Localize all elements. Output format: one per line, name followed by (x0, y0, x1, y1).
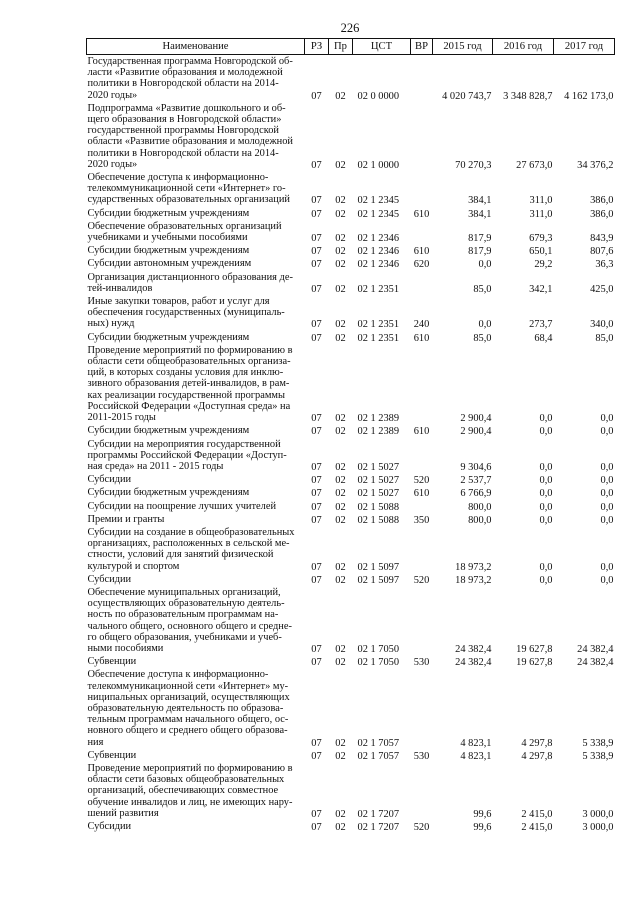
row-cst: 02 1 7050 (357, 657, 400, 669)
row-cst: 02 1 2346 (357, 246, 400, 258)
row-2016: 29,2 (534, 259, 553, 271)
table-row (87, 271, 615, 295)
row-name: Субсидии на создание в общеобразовательных организациях, расположенных в сельской ме- стности, условий для занятий физической культурой и спортом (87, 526, 295, 572)
row-pr: 02 (335, 475, 346, 487)
row-2016: 0,0 (539, 501, 553, 513)
table-row (87, 500, 615, 513)
row-pr: 02 (335, 657, 346, 669)
row-2016: 273,7 (529, 319, 553, 331)
row-2016: 311,0 (529, 208, 553, 220)
table-row (87, 573, 615, 586)
row-cst: 02 1 7207 (357, 808, 400, 820)
row-2015: 4 020 743,7 (442, 90, 492, 102)
row-cst: 02 1 2345 (357, 195, 400, 207)
row-rz: 07 (311, 283, 322, 295)
table-row (87, 331, 615, 344)
row-cst: 02 1 5097 (357, 574, 400, 586)
row-vr: 610 (413, 488, 430, 500)
row-rz: 07 (311, 737, 322, 749)
row-2016: 679,3 (529, 233, 553, 245)
row-pr: 02 (335, 561, 346, 573)
row-2015: 0,0 (478, 319, 492, 331)
row-cst: 02 1 5027 (357, 475, 400, 487)
row-2017: 0,0 (600, 514, 614, 526)
table-row (87, 220, 615, 244)
table-row (87, 424, 615, 437)
row-pr: 02 (335, 233, 346, 245)
row-2017: 0,0 (600, 561, 614, 573)
table-row (87, 486, 615, 499)
budget-table (86, 38, 615, 833)
row-2017: 807,6 (590, 246, 614, 258)
row-name: Обеспечение доступа к информационно- телекоммуникационной сети «Интернет» го- сударственных образовательных организаций (87, 172, 290, 206)
table-row (87, 586, 615, 655)
row-pr: 02 (335, 737, 346, 749)
row-rz: 07 (311, 750, 322, 762)
row-2015: 85,0 (473, 332, 492, 344)
row-vr (411, 668, 433, 748)
row-rz: 07 (311, 159, 322, 171)
row-pr: 02 (335, 283, 346, 295)
row-pr: 02 (335, 159, 346, 171)
row-cst: 02 1 0000 (357, 159, 400, 171)
row-2016: 0,0 (539, 488, 553, 500)
row-rz: 07 (311, 319, 322, 331)
row-name: Иные закупки товаров, работ и услуг для обеспечения государственных (муниципаль- ных) нужд (87, 296, 285, 330)
row-pr: 02 (335, 643, 346, 655)
row-2015: 800,0 (468, 514, 492, 526)
header-2015: 2015 год (433, 39, 493, 55)
row-pr: 02 (335, 319, 346, 331)
row-2016: 0,0 (539, 461, 553, 473)
header-name: Наименование (87, 39, 305, 55)
row-2017: 0,0 (600, 488, 614, 500)
row-cst: 02 1 2345 (357, 208, 400, 220)
row-2016: 0,0 (539, 574, 553, 586)
row-2016: 0,0 (539, 561, 553, 573)
row-cst: 02 1 5097 (357, 561, 400, 573)
row-2015: 4 823,1 (460, 750, 492, 762)
row-vr (411, 271, 433, 295)
row-2016: 4 297,8 (521, 750, 553, 762)
row-2016: 27 673,0 (516, 159, 553, 171)
row-pr: 02 (335, 259, 346, 271)
row-cst: 02 1 7057 (357, 750, 400, 762)
row-2017: 0,0 (600, 413, 614, 425)
row-2017: 5 338,9 (582, 750, 614, 762)
row-2015: 24 382,4 (455, 643, 492, 655)
header-cst: ЦСТ (353, 39, 411, 55)
row-rz: 07 (311, 233, 322, 245)
row-cst: 02 1 2351 (357, 332, 400, 344)
row-vr: 530 (413, 750, 430, 762)
row-pr: 02 (335, 501, 346, 513)
row-rz: 07 (311, 475, 322, 487)
row-pr: 02 (335, 750, 346, 762)
row-name: Проведение мероприятий по формированию в области сети общеобразовательных организа- ций, в которых созданы условия для инклю- зивного образования детей-инвалидов, в рам- ках реализации государственной программы Российской Федерации «Доступная среда» на 2011-2015 годы (87, 344, 293, 424)
table-row (87, 102, 615, 171)
row-name: Субсидии (87, 821, 132, 832)
table-row (87, 762, 615, 820)
row-pr: 02 (335, 461, 346, 473)
row-cst: 02 1 5027 (357, 488, 400, 500)
row-2016: 311,0 (529, 195, 553, 207)
row-2016: 0,0 (539, 413, 553, 425)
row-pr: 02 (335, 426, 346, 438)
row-2017: 85,0 (595, 332, 614, 344)
row-2015: 4 823,1 (460, 737, 492, 749)
table-header (87, 39, 615, 55)
row-2017: 4 162 173,0 (564, 90, 614, 102)
row-2015: 9 304,6 (460, 461, 492, 473)
row-2017: 34 376,2 (577, 159, 614, 171)
row-pr: 02 (335, 822, 346, 833)
row-2017: 3 000,0 (582, 808, 614, 820)
row-2017: 0,0 (600, 461, 614, 473)
row-cst: 02 1 5088 (357, 514, 400, 526)
row-name: Подпрограмма «Развитие дошкольного и об- щего образования в Новгородской области» государственной программы Новгородской области «Развитие образования и молодежной политики в Новгородской области на 2014- 2020 годы» (87, 102, 293, 170)
row-vr: 610 (413, 426, 430, 438)
row-rz: 07 (311, 514, 322, 526)
table-row (87, 655, 615, 668)
row-cst: 02 0 0000 (357, 90, 400, 102)
row-2017: 0,0 (600, 475, 614, 487)
row-vr: 610 (413, 332, 430, 344)
row-pr: 02 (335, 195, 346, 207)
header-row (87, 39, 615, 55)
row-vr (411, 500, 433, 513)
row-pr: 02 (335, 246, 346, 258)
table-row (87, 513, 615, 526)
row-2017: 24 382,4 (577, 643, 614, 655)
row-2015: 85,0 (473, 283, 492, 295)
row-rz: 07 (311, 501, 322, 513)
row-2017: 386,0 (590, 208, 614, 220)
table-row (87, 820, 615, 833)
row-pr: 02 (335, 514, 346, 526)
row-cst: 02 1 7050 (357, 643, 400, 655)
row-2016: 68,4 (534, 332, 553, 344)
row-cst: 02 1 7207 (357, 822, 400, 833)
row-2015: 817,9 (468, 246, 492, 258)
table-row (87, 171, 615, 207)
row-vr (411, 220, 433, 244)
row-2015: 384,1 (468, 195, 492, 207)
row-name: Субсидии на мероприятия государственной программы Российской Федерации «Доступ- ная среда» на 2011 - 2015 годы (87, 438, 287, 472)
row-vr: 350 (413, 514, 430, 526)
row-cst: 02 1 2389 (357, 413, 400, 425)
row-2017: 0,0 (600, 501, 614, 513)
row-name: Проведение мероприятий по формированию в области сети базовых общеобразовательных организаций, обеспечивающих совместное обучение инвалидов и лиц, не имеющих нару- шений развития (87, 762, 293, 819)
row-2017: 5 338,9 (582, 737, 614, 749)
row-vr (411, 344, 433, 424)
row-2015: 2 900,4 (460, 413, 492, 425)
row-2017: 0,0 (600, 426, 614, 438)
row-pr: 02 (335, 413, 346, 425)
row-vr (411, 762, 433, 820)
row-vr (411, 55, 433, 102)
row-2016: 0,0 (539, 426, 553, 438)
row-vr (411, 586, 433, 655)
table-row (87, 55, 615, 102)
row-rz: 07 (311, 246, 322, 258)
row-cst: 02 1 2346 (357, 259, 400, 271)
row-2016: 0,0 (539, 514, 553, 526)
row-vr: 520 (413, 574, 430, 586)
row-vr: 620 (413, 259, 430, 271)
table-row (87, 438, 615, 474)
row-name: Субвенции (87, 656, 137, 668)
table-row (87, 344, 615, 424)
row-vr: 240 (413, 319, 430, 331)
row-pr: 02 (335, 808, 346, 820)
row-rz: 07 (311, 426, 322, 438)
row-2017: 24 382,4 (577, 657, 614, 669)
header-rz: РЗ (305, 39, 329, 55)
row-2016: 4 297,8 (521, 737, 553, 749)
row-2016: 19 627,8 (516, 643, 553, 655)
row-2016: 0,0 (539, 475, 553, 487)
row-rz: 07 (311, 488, 322, 500)
row-pr: 02 (335, 488, 346, 500)
row-2016: 2 415,0 (521, 822, 553, 833)
row-rz: 07 (311, 90, 322, 102)
row-2015: 18 973,2 (455, 561, 492, 573)
row-2017: 3 000,0 (582, 822, 614, 833)
row-name: Организация дистанционного образования де- тей-инвалидов (87, 271, 293, 294)
header-vr: ВР (411, 39, 433, 55)
row-pr: 02 (335, 574, 346, 586)
row-vr (411, 171, 433, 207)
row-name: Субсидии бюджетным учреждениям (87, 487, 250, 499)
row-2017: 386,0 (590, 195, 614, 207)
row-2015: 24 382,4 (455, 657, 492, 669)
row-2016: 2 415,0 (521, 808, 553, 820)
row-rz: 07 (311, 461, 322, 473)
row-2015: 817,9 (468, 233, 492, 245)
row-rz: 07 (311, 208, 322, 220)
table-row (87, 526, 615, 573)
row-name: Субсидии (87, 573, 132, 585)
row-rz: 07 (311, 259, 322, 271)
row-name: Государственная программа Новгородской об- ласти «Развитие образования и молодежной политики в Новгородской области на 2014- 2020 годы» (87, 56, 293, 101)
row-vr: 520 (413, 822, 430, 833)
row-rz: 07 (311, 643, 322, 655)
page-number: 226 (340, 21, 360, 35)
table-row (87, 244, 615, 257)
row-2016: 650,1 (529, 246, 553, 258)
row-name: Субсидии бюджетным учреждениям (87, 331, 250, 343)
table-row (87, 473, 615, 486)
row-2016: 19 627,8 (516, 657, 553, 669)
header-2017: 2017 год (554, 39, 615, 55)
row-name: Субсидии бюджетным учреждениям (87, 245, 250, 257)
row-name: Субсидии автономным учреждениям (87, 258, 252, 270)
row-cst: 02 1 2351 (357, 283, 400, 295)
row-2016: 3 348 828,7 (503, 90, 553, 102)
row-2017: 425,0 (590, 283, 614, 295)
row-vr: 530 (413, 657, 430, 669)
table-row (87, 668, 615, 748)
row-rz: 07 (311, 561, 322, 573)
row-vr: 610 (413, 208, 430, 220)
row-pr: 02 (335, 90, 346, 102)
row-rz: 07 (311, 332, 322, 344)
table-body (87, 55, 615, 834)
row-name: Субсидии на поощрение лучших учителей (87, 500, 277, 512)
row-vr (411, 438, 433, 474)
table-row (87, 207, 615, 220)
table-row (87, 749, 615, 762)
row-2015: 384,1 (468, 208, 492, 220)
row-2017: 340,0 (590, 319, 614, 331)
row-2015: 0,0 (478, 259, 492, 271)
row-rz: 07 (311, 657, 322, 669)
row-cst: 02 1 5088 (357, 501, 400, 513)
header-2016: 2016 год (493, 39, 554, 55)
row-name: Обеспечение образовательных организаций учебниками и учебными пособиями (87, 220, 282, 244)
row-name: Субсидии бюджетным учреждениям (87, 207, 250, 219)
row-rz: 07 (311, 413, 322, 425)
row-rz: 07 (311, 808, 322, 820)
row-rz: 07 (311, 574, 322, 586)
row-pr: 02 (335, 208, 346, 220)
row-name: Премии и гранты (87, 513, 165, 525)
row-2016: 342,1 (529, 283, 553, 295)
row-vr (411, 102, 433, 171)
table-row (87, 295, 615, 331)
row-2015: 18 973,2 (455, 574, 492, 586)
header-pr: Пр (329, 39, 353, 55)
row-name: Обеспечение доступа к информационно- телекоммуникационной сети «Интернет» му- ниципальных организаций, осуществляющих образовательную деятельность по образова- тельным программам начального общего, ос- новного общего и среднего общего образова- ния (87, 669, 290, 748)
row-cst: 02 1 5027 (357, 461, 400, 473)
row-2015: 99,6 (473, 822, 492, 833)
row-rz: 07 (311, 195, 322, 207)
row-vr: 520 (413, 475, 430, 487)
row-2015: 6 766,9 (460, 488, 492, 500)
row-vr (411, 526, 433, 573)
row-rz: 07 (311, 822, 322, 833)
row-2017: 0,0 (600, 574, 614, 586)
row-name: Обеспечение муниципальных организаций, осуществляющих образовательную деятель- ность по образовательным программам на- чального общего, основного общего и средне- го общего образования, учебниками и учеб- ными пособиями (87, 586, 292, 654)
row-vr: 610 (413, 246, 430, 258)
row-cst: 02 1 2351 (357, 319, 400, 331)
row-name: Субвенции (87, 749, 137, 761)
row-cst: 02 1 2389 (357, 426, 400, 438)
row-2015: 99,6 (473, 808, 492, 820)
row-2015: 70 270,3 (455, 159, 492, 171)
document-page (86, 18, 614, 833)
row-pr: 02 (335, 332, 346, 344)
row-name: Субсидии (87, 474, 132, 486)
table-row (87, 257, 615, 270)
row-cst: 02 1 7057 (357, 737, 400, 749)
row-2015: 2 537,7 (460, 475, 492, 487)
row-cst: 02 1 2346 (357, 233, 400, 245)
row-2017: 843,9 (590, 233, 614, 245)
row-2015: 2 900,4 (460, 426, 492, 438)
row-2017: 36,3 (595, 259, 614, 271)
row-name: Субсидии бюджетным учреждениям (87, 425, 250, 437)
row-2015: 800,0 (468, 501, 492, 513)
